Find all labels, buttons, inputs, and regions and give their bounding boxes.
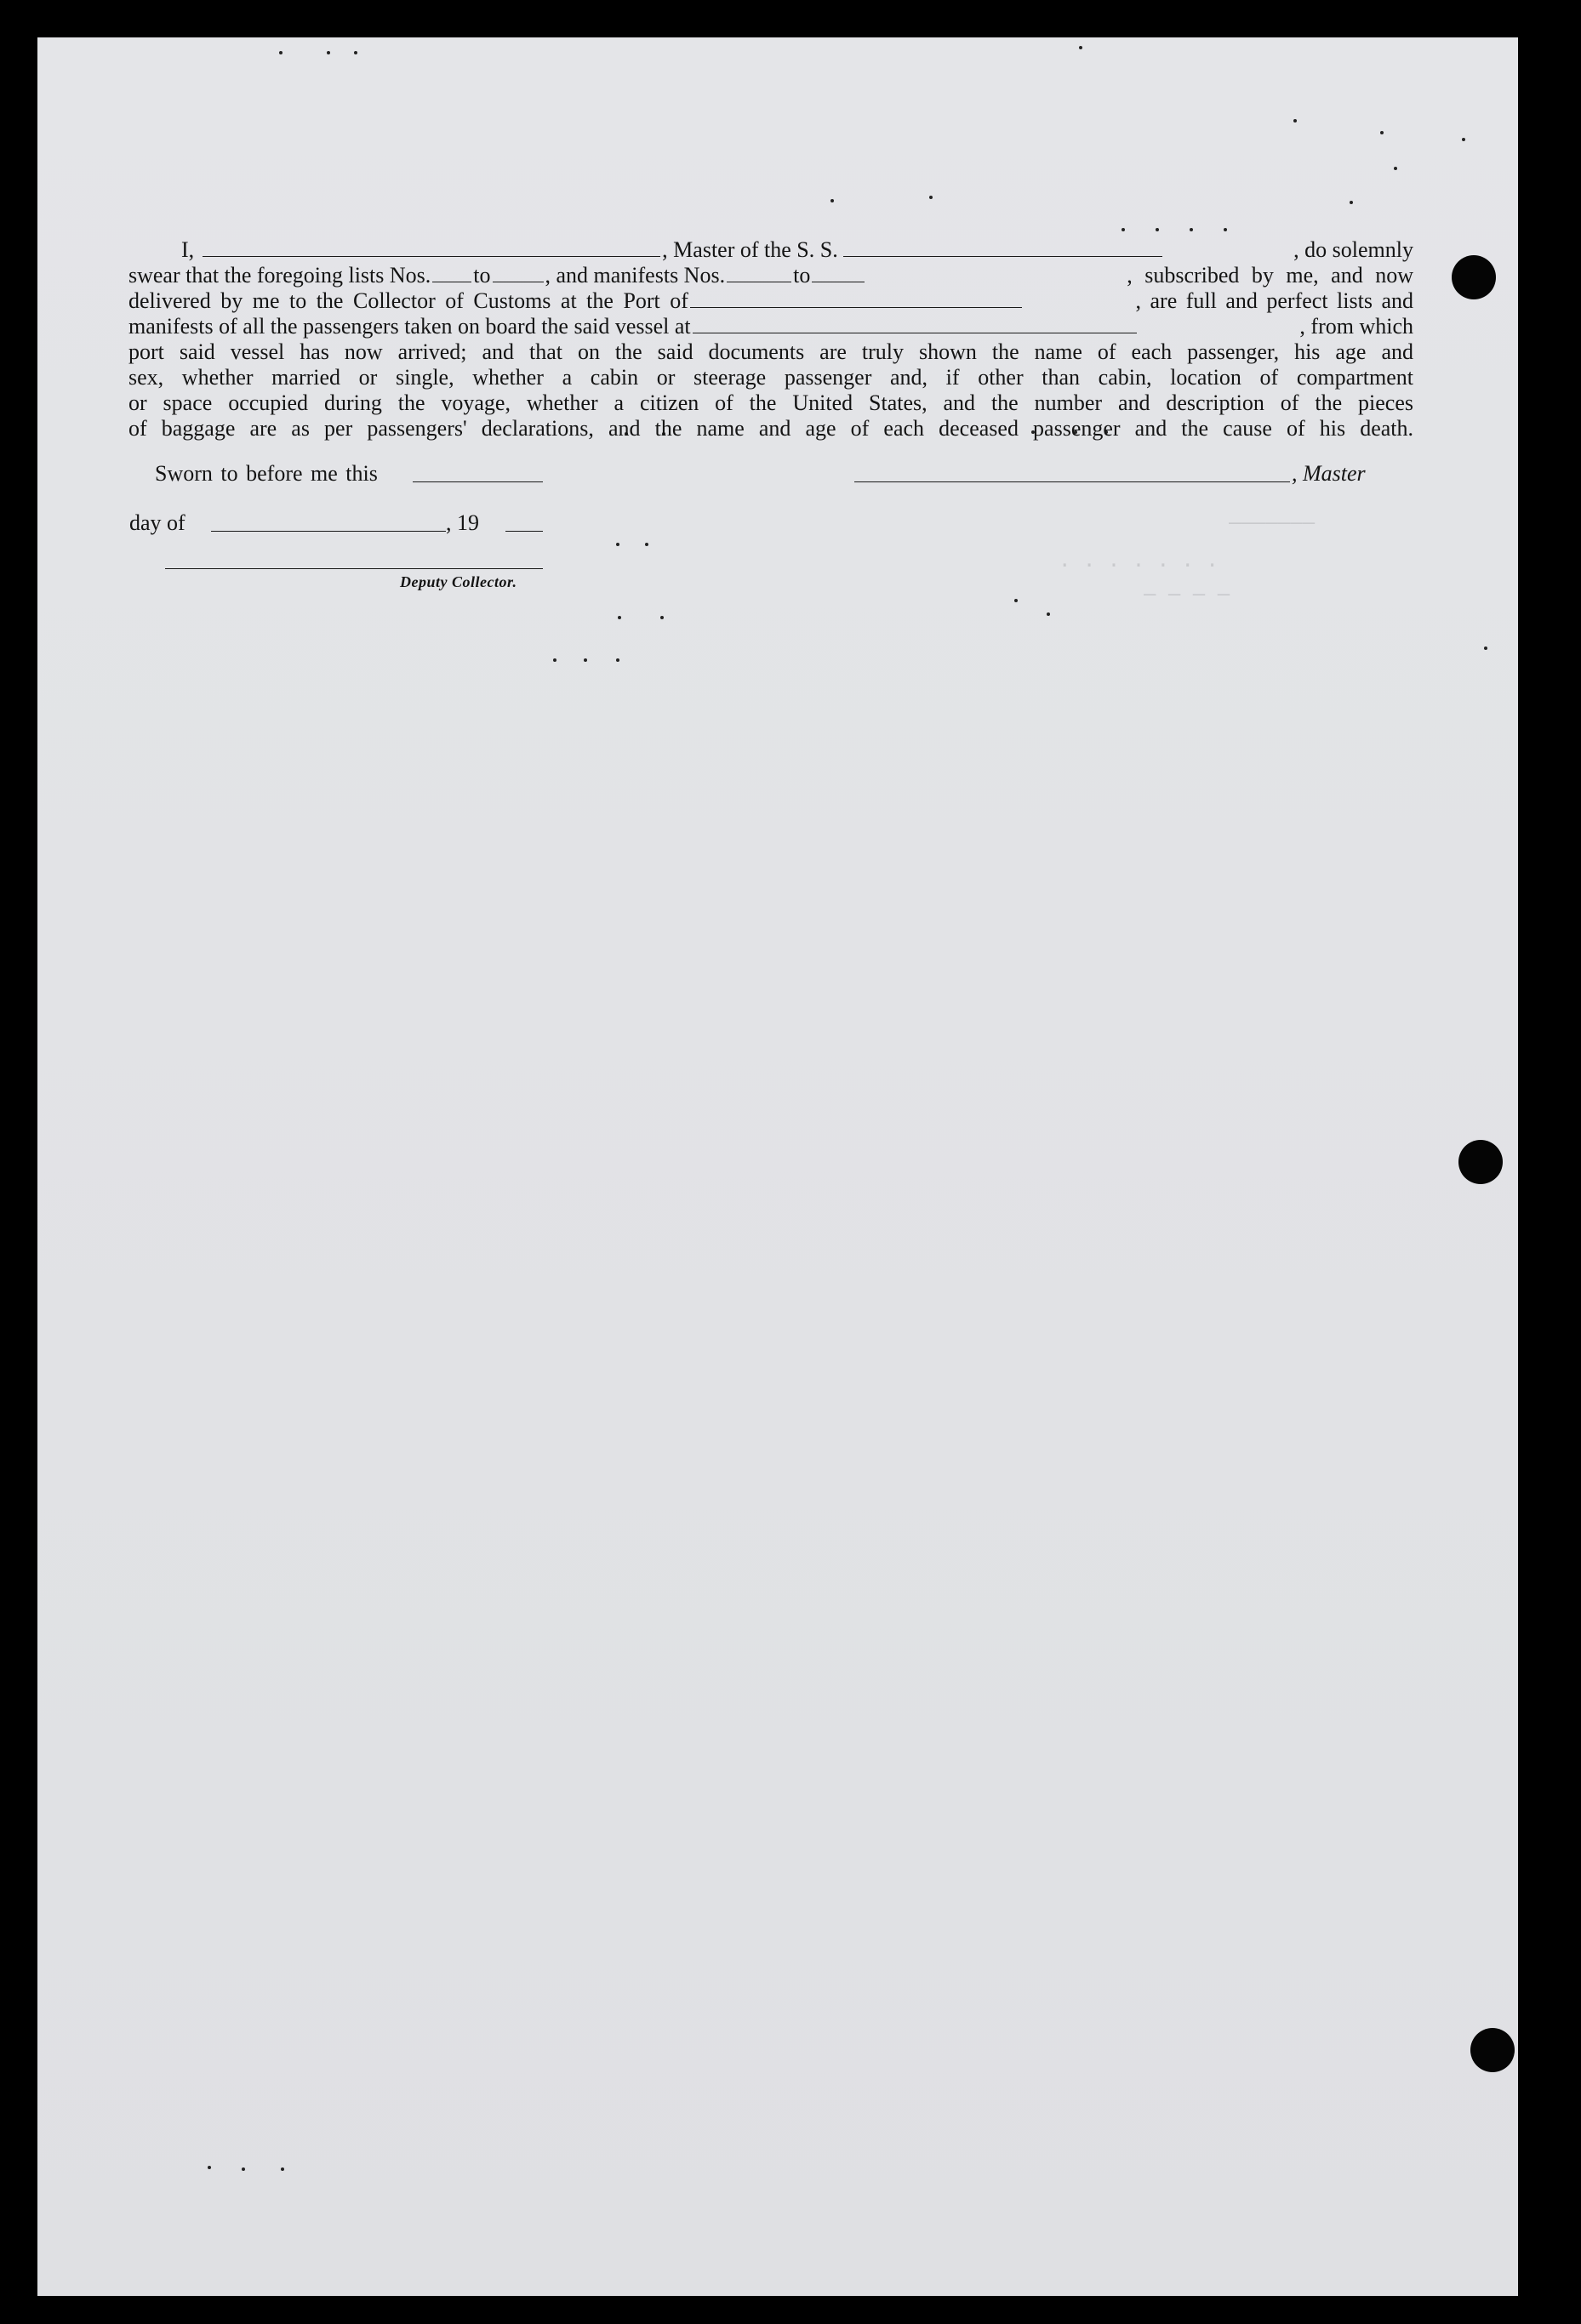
- scan-speck: [1190, 228, 1193, 231]
- lists-from-blank: [432, 265, 471, 282]
- punch-hole-middle: [1458, 1140, 1503, 1184]
- oath-line-6: sex, whether married or single, whether a cabin or steerage passenger and, if other than cabin, location of compartment: [128, 365, 1413, 390]
- do-solemnly-text: , do solemnly: [1293, 237, 1413, 262]
- oath-line-3-b: , are full and perfect lists and: [1135, 288, 1413, 313]
- embarkation-port-blank: [693, 316, 1137, 333]
- port-blank: [690, 290, 1022, 308]
- scan-speck: [327, 51, 330, 54]
- scan-speck: [1380, 131, 1384, 134]
- deputy-collector-signature-line: [165, 568, 543, 569]
- manifests-from-blank: [727, 265, 791, 282]
- oath-line-1: [128, 237, 1413, 263]
- oath-line-2-c: , subscribed by me, and now: [1127, 263, 1413, 288]
- deputy-collector-label: Deputy Collector.: [400, 573, 517, 590]
- master-of-ss-text: , Master of the S. S.: [662, 237, 838, 262]
- scan-speck: [645, 543, 648, 546]
- scan-speck: [1462, 138, 1465, 141]
- oath-line-4-b: , from which: [1299, 314, 1413, 339]
- oath-line-3-a: delivered by me to the Collector of Customs at the Port of: [128, 288, 688, 313]
- oath-line-5: port said vessel has now arrived; and that on the said documents are truly shown the name of each passenger, his age and: [128, 339, 1413, 364]
- master-label-row: [1292, 461, 1366, 487]
- sworn-label: Sworn to before me this: [155, 461, 378, 486]
- scan-speck: [1350, 201, 1353, 204]
- sworn-date-blank: [413, 481, 543, 482]
- scan-speck: [281, 2167, 284, 2171]
- scan-speck: [584, 658, 587, 662]
- bleed-through-text: . . . . . . .: [1059, 548, 1219, 572]
- scan-speck: [616, 658, 619, 662]
- scan-speck: [1079, 46, 1082, 49]
- scan-speck: [1394, 167, 1397, 170]
- vessel-name-blank: [843, 239, 1162, 257]
- day-of-label: day of: [129, 510, 185, 535]
- oath-line-2-to1: to: [473, 263, 491, 288]
- scan-speck: [1122, 228, 1125, 231]
- scan-speck: [830, 199, 834, 202]
- bleed-through-text: ———————: [1229, 510, 1316, 534]
- oath-line-4: [128, 314, 1413, 339]
- day-of-row: [129, 510, 185, 536]
- master-name-blank: [203, 239, 660, 257]
- oath-line-2-a: swear that the foregoing lists Nos.: [128, 263, 431, 288]
- scan-speck: [1156, 228, 1159, 231]
- scan-speck: [618, 616, 621, 619]
- scan-speck: [929, 196, 933, 199]
- year-blank: [505, 531, 543, 532]
- year-prefix: , 19: [446, 510, 479, 535]
- manifests-to-blank: [812, 265, 865, 282]
- scan-speck: [553, 658, 556, 662]
- oath-line-4-a: manifests of all the passengers taken on board the said vessel at: [128, 314, 691, 339]
- form-sheet: [37, 37, 1518, 2296]
- month-blank: [211, 531, 446, 532]
- year-row: [446, 510, 479, 536]
- punch-hole-bottom: [1470, 2028, 1515, 2072]
- scan-speck: [1014, 599, 1018, 602]
- master-signature-line: [854, 481, 1290, 482]
- scan-speck: [660, 616, 664, 619]
- scan-speck: [242, 2167, 245, 2171]
- oath-line-7: or space occupied during the voyage, whether a citizen of the United States, and the number and description of the pieces: [128, 390, 1413, 415]
- oath-pronoun: I,: [181, 237, 195, 262]
- oath-line-2-b: , and manifests Nos.: [545, 263, 726, 288]
- oath-line-3: [128, 288, 1413, 314]
- oath-line-2: [128, 263, 1413, 288]
- lists-to-blank: [493, 265, 544, 282]
- sworn-row: [155, 461, 378, 487]
- scan-speck: [1224, 228, 1227, 231]
- scan-speck: [208, 2166, 211, 2169]
- oath-line-2-to2: to: [793, 263, 811, 288]
- scan-speck: [1484, 647, 1487, 650]
- bleed-through-text: — — — —: [1144, 582, 1230, 606]
- punch-hole-top: [1452, 255, 1496, 299]
- scan-speck: [1293, 119, 1297, 122]
- scan-speck: [354, 51, 357, 54]
- oath-line-8: of baggage are as per passengers' declarations, and the name and age of each deceased passenger and the cause of his death.: [128, 416, 1413, 441]
- scan-speck: [1047, 612, 1050, 616]
- scan-speck: [616, 543, 619, 546]
- scan-speck: [279, 51, 283, 54]
- master-label: , Master: [1292, 461, 1366, 486]
